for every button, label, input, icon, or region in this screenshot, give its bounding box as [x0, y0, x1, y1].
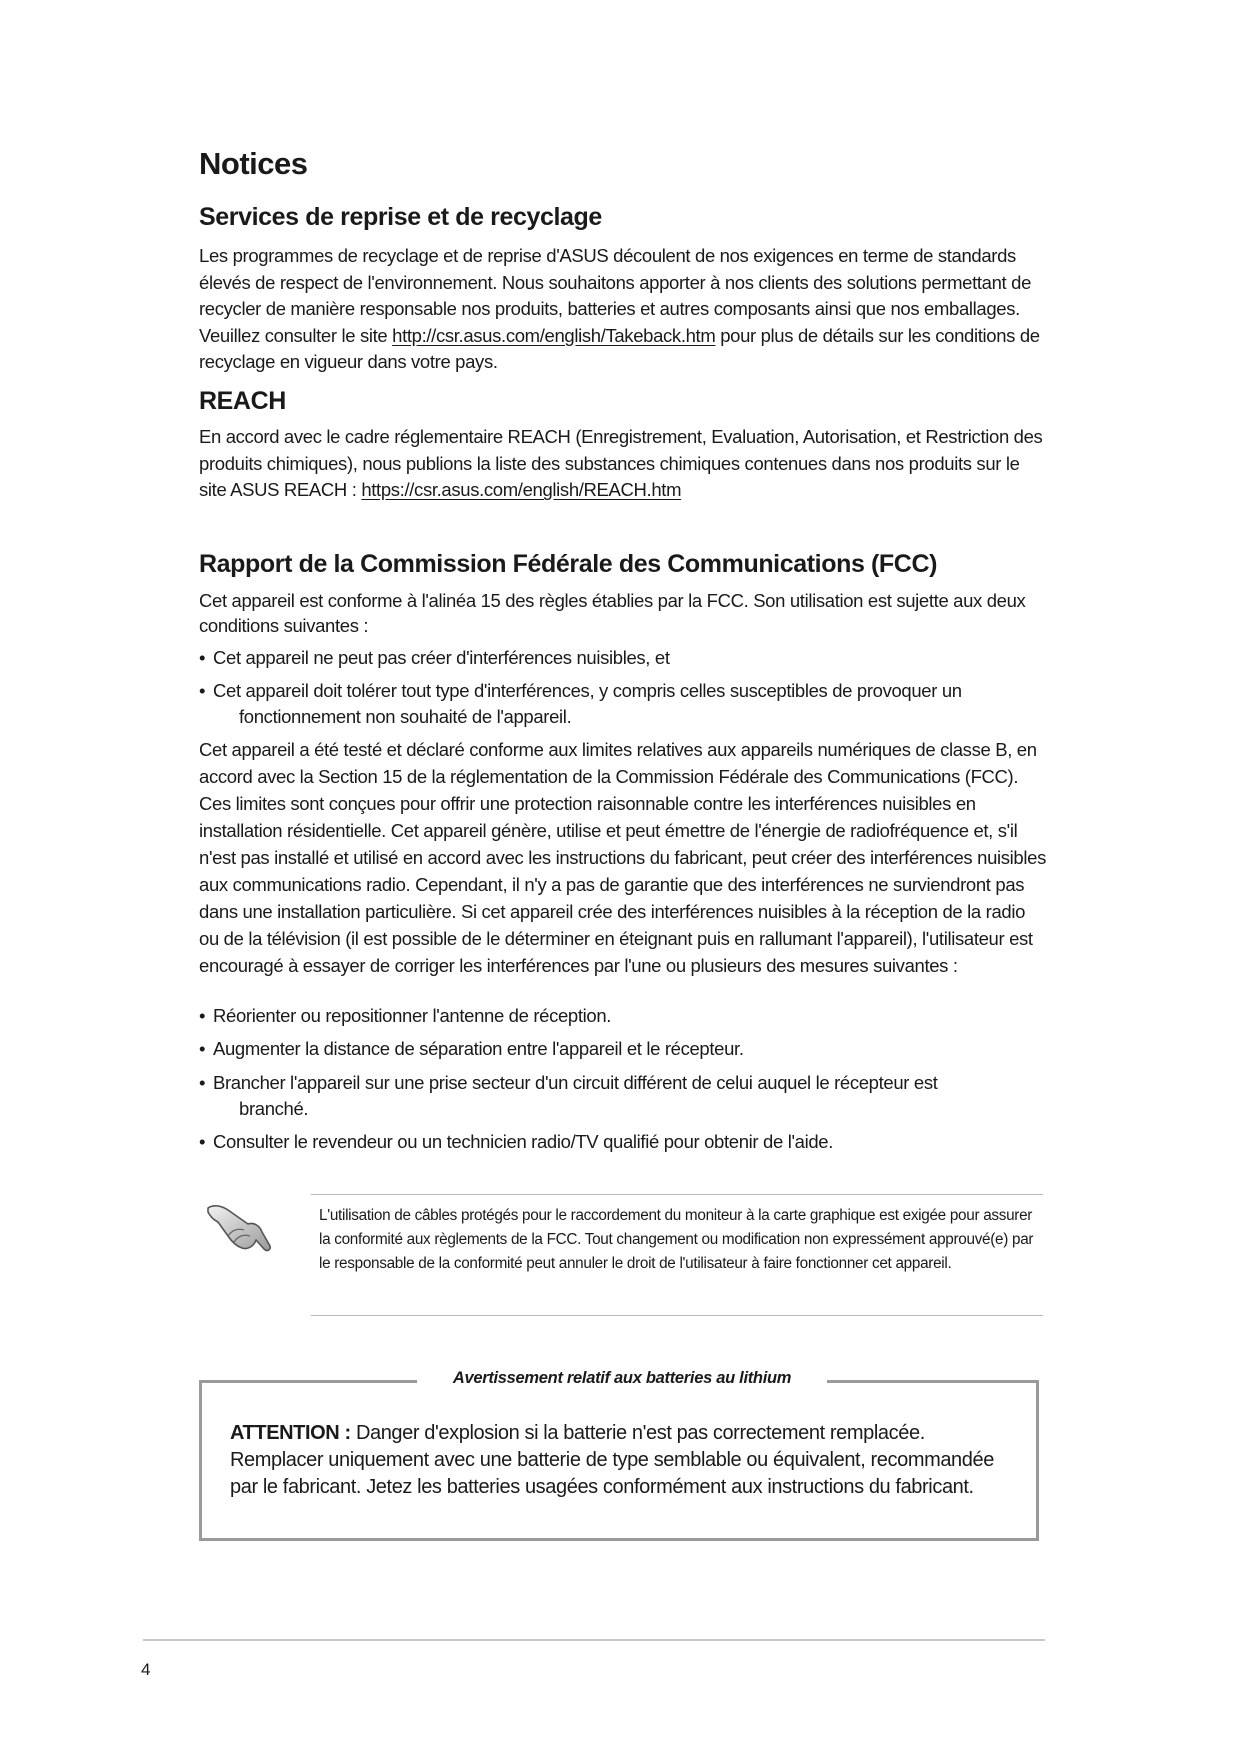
- recycling-heading: Services de reprise et de recyclage: [199, 203, 602, 231]
- fcc-measure-item: • Augmenter la distance de séparation entre l'appareil et le récepteur.: [199, 1036, 1049, 1062]
- reach-link[interactable]: https://csr.asus.com/english/REACH.htm: [361, 479, 682, 501]
- footer-rule: [143, 1639, 1045, 1641]
- bullet-icon: •: [199, 1131, 206, 1152]
- hand-pointer-icon: [204, 1200, 274, 1256]
- bullet-icon: •: [199, 647, 206, 668]
- attention-label: ATTENTION :: [230, 1422, 351, 1444]
- reach-paragraph: [199, 424, 1049, 504]
- recycling-text: Les programmes de recyclage et de reprise d'ASUS découlent de nos exigences en terme de standards élevés de respect de l'environnement. Nous souhaitons apporter à nos clients des solutions permettant de recycler de manière responsable nos produits, batteries et autres composants ainsi que nos emballages. Veuillez consulter le site: [199, 245, 1032, 346]
- fcc-intro: Cet appareil est conforme à l'alinéa 15 des règles établies par la FCC. Son utilisation est sujette aux deux conditions suivantes :: [199, 590, 1026, 636]
- note-top-rule: [311, 1194, 1043, 1195]
- bullet-icon: •: [199, 1072, 206, 1093]
- fcc-measure-item: • Consulter le revendeur ou un technicien radio/TV qualifié pour obtenir de l'aide.: [199, 1129, 1049, 1155]
- fcc-measure-item: • Brancher l'appareil sur une prise secteur d'un circuit différent de celui auquel le récepteur est branché.: [199, 1072, 938, 1119]
- attention-text: Danger d'explosion si la batterie n'est pas correctement remplacée. Remplacer uniquement avec une batterie de type semblable ou équivalent, recommandée par le fabricant. Jetez les batteries usagées conformément aux instructions du fabricant.: [230, 1422, 994, 1498]
- bullet-icon: •: [199, 1005, 206, 1026]
- recycling-paragraph: [199, 243, 1049, 376]
- note-text: L'utilisation de câbles protégés pour le raccordement du moniteur à la carte graphique est exigée pour assurer la conformité aux règlements de la FCC. Tout changement ou modification non expressément approuvé(e) par le responsable de la conformité peut annuler le droit de l'utilisateur à faire fonctionner cet appareil.: [319, 1207, 1034, 1272]
- reach-heading: REACH: [199, 387, 286, 415]
- fcc-condition-item: • Cet appareil ne peut pas créer d'interférences nuisibles, et: [199, 645, 1049, 671]
- battery-warning-text: [230, 1420, 1020, 1501]
- battery-warning-title: Avertissement relatif aux batteries au lithium: [417, 1369, 827, 1388]
- bullet-icon: •: [199, 1038, 206, 1059]
- note-bottom-rule: [311, 1315, 1043, 1316]
- fcc-heading: Rapport de la Commission Fédérale des Communications (FCC): [199, 550, 938, 578]
- fcc-paragraph: Cet appareil a été testé et déclaré conforme aux limites relatives aux appareils numériques de classe B, en accord avec la Section 15 de la réglementation de la Commission Fédérale des Communications (FCC). Ces limites sont conçues pour offrir une protection raisonnable contre les interférences nuisibles en installation résidentielle. Cet appareil génère, utilise et peut émettre de l'énergie de radiofréquence et, s'il n'est pas installé et utilisé en accord avec les instructions du fabricant, peut créer des interférences nuisibles aux communications radio. Cependant, il n'y a pas de garantie que des interférences ne surviendront pas dans une installation particulière. Si cet appareil crée des interférences nuisibles à la réception de la radio ou de la télévision (il est possible de le déterminer en éteignant puis en rallumant l'appareil), l'utilisateur est encouragé à essayer de corriger les interférences par l'une ou plusieurs des mesures suivantes :: [199, 739, 1046, 977]
- recycling-text-end: pour plus de détails sur les conditions de recyclage en vigueur dans votre pays.: [199, 324, 1040, 373]
- fcc-condition-item: • Cet appareil doit tolérer tout type d'interférences, y compris celles susceptibles de provoquer un fonctionnement non souhaité de l'appareil.: [199, 680, 962, 727]
- page-number: 4: [141, 1660, 151, 1679]
- reach-text: En accord avec le cadre réglementaire REACH (Enregistrement, Evaluation, Autorisation, et Restriction des produits chimiques), nous publions la liste des substances chimiques contenues dans nos produits sur le site ASUS REACH :: [199, 426, 1043, 501]
- page-title: Notices: [199, 146, 308, 181]
- takeback-link[interactable]: http://csr.asus.com/english/Takeback.htm: [392, 324, 716, 346]
- fcc-measure-item: • Réorienter ou repositionner l'antenne de réception.: [199, 1003, 1049, 1029]
- bullet-icon: •: [199, 680, 206, 701]
